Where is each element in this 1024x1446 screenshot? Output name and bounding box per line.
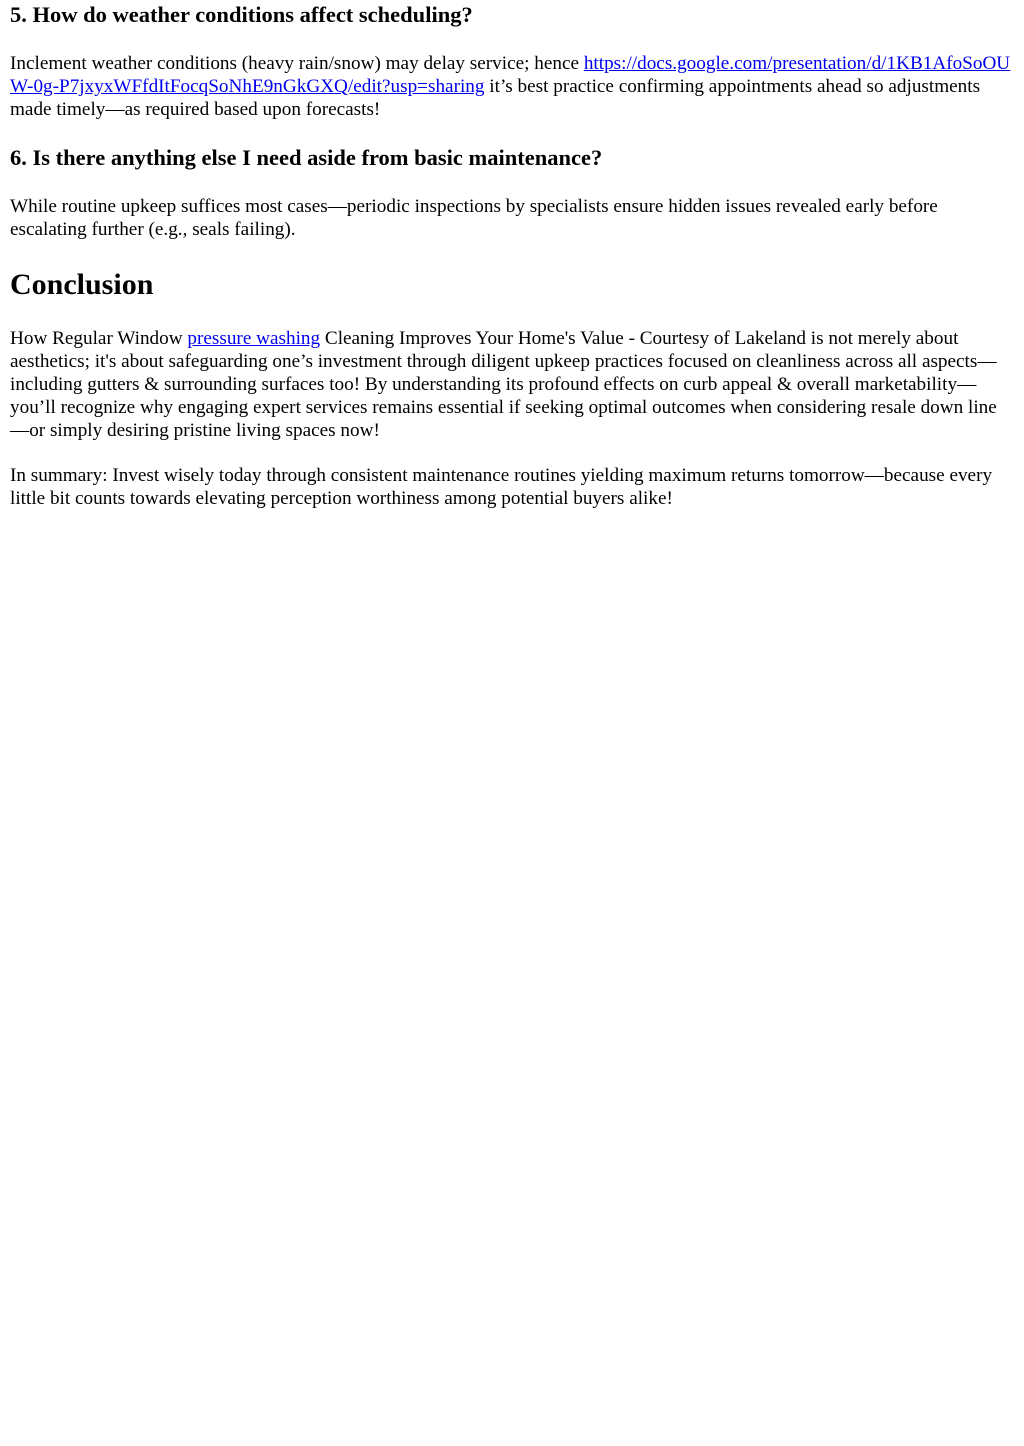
- conclusion-paragraph: [10, 327, 1014, 442]
- faq-answer-5-text-start: Inclement weather conditions (heavy rain/snow) may delay service; hence: [10, 53, 584, 74]
- faq-question-5-heading: 5. How do weather conditions affect scheduling?: [10, 2, 473, 27]
- pressure-washing-link[interactable]: pressure washing: [187, 328, 321, 349]
- summary-paragraph: In summary: Invest wisely today through consistent maintenance routines yielding maximum returns tomorrow—because every little bit counts towards elevating perception worthiness among potential buyers alike!: [10, 465, 993, 509]
- conclusion-text-start: How Regular Window: [10, 328, 188, 349]
- faq-answer-5-text-end: it’s best practice confirming appointments ahead so adjustments made timely—as required based upon forecasts!: [10, 76, 981, 120]
- google-docs-presentation-link[interactable]: https://docs.google.com/presentation/d/1KB1AfoSoOUW-0g-P7jxyxWFfdItFocqSoNhE9nGkGXQ/edit?usp=sharing: [10, 53, 1011, 97]
- conclusion-heading: Conclusion: [10, 268, 154, 301]
- conclusion-text-end: Cleaning Improves Your Home's Value - Courtesy of Lakeland is not merely about aesthetics; it's about safeguarding one’s investment through diligent upkeep practices focused on cleanliness across all aspects—including gutters & surrounding surfaces too! By understanding its profound effects on curb appeal & overall marketability—you’ll recognize why engaging expert services remains essential if seeking optimal outcomes when considering resale down line—or simply desiring pristine living spaces now!: [10, 328, 997, 441]
- article: [0, 0, 1024, 510]
- faq-answer-5: [10, 52, 1014, 121]
- faq-question-6-heading: 6. Is there anything else I need aside from basic maintenance?: [10, 145, 603, 170]
- faq-answer-6: While routine upkeep suffices most cases—periodic inspections by specialists ensure hidden issues revealed early before escalating further (e.g., seals failing).: [10, 196, 938, 240]
